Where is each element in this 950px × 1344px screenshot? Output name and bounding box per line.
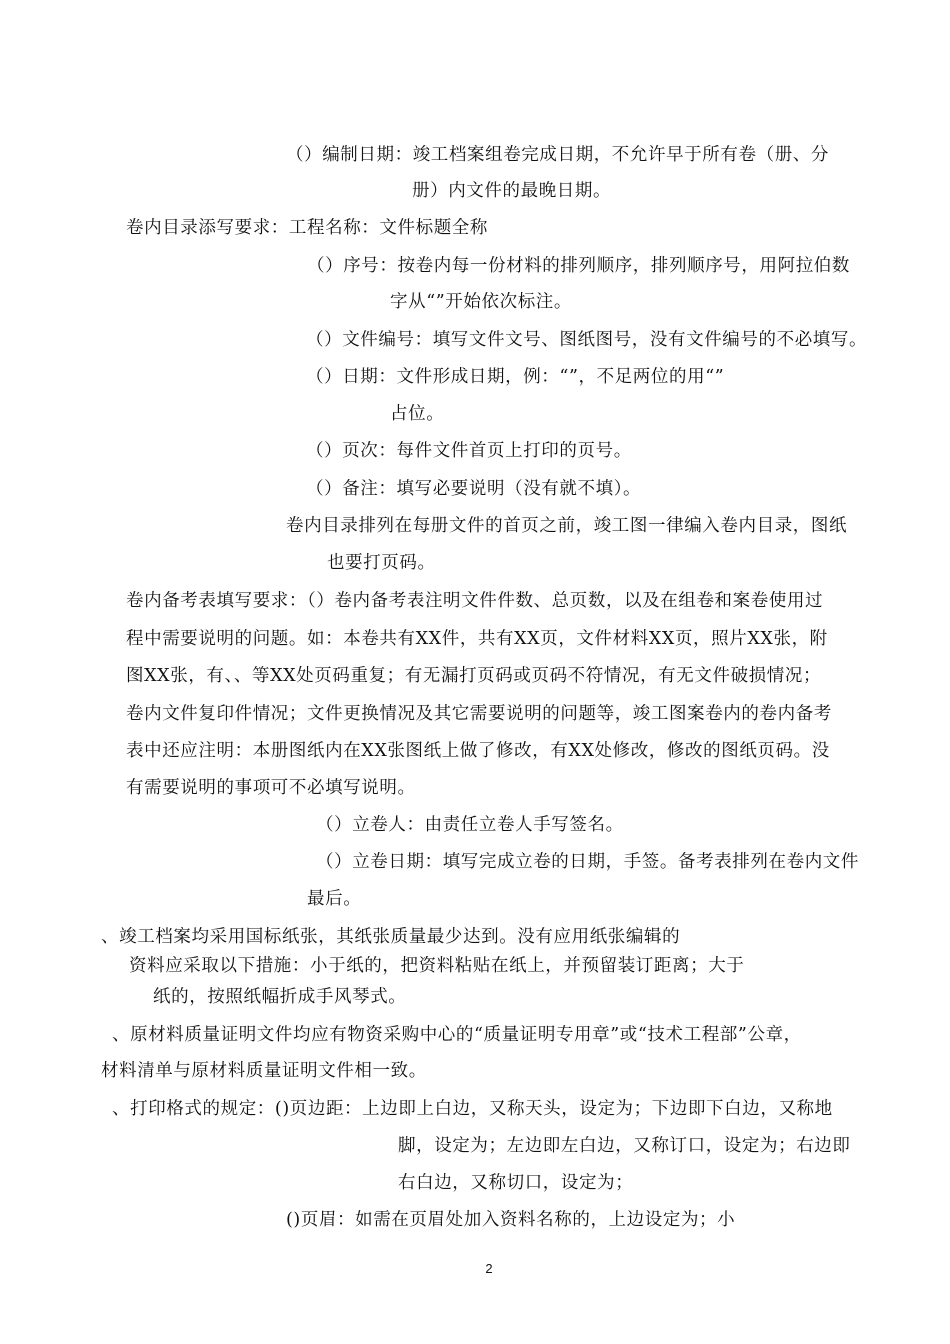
text-line: 资料应采取以下措施：小于纸的，把资料粘贴在纸上，并预留装订距离；大于 [129,956,745,976]
text-line: 最后。 [307,889,362,909]
text-line: 材料清单与原材料质量证明文件相一致。 [101,1061,427,1081]
text-line: （）编制日期：竣工档案组卷完成日期，不允许早于所有卷（册、分 [286,145,829,165]
text-line: 册）内文件的最晚日期。 [412,181,612,201]
text-line: 也要打页码。 [327,553,436,573]
text-line: 卷内备考表填写要求：（）卷内备考表注明文件件数、总页数，以及在组卷和案卷使用过 [126,591,824,611]
text-line: 、原材料质量证明文件均应有物资采购中心的“质量证明专用章”或“技术工程部”公章， [112,1025,802,1045]
text-line: （）备注：填写必要说明（没有就不填）。 [306,479,642,499]
page-number: 2 [485,1261,493,1276]
text-line: 表中还应注明：本册图纸内在XX张图纸上做了修改，有XX处修改，修改的图纸页码。没 [126,741,830,761]
text-line: 占位。 [390,404,445,424]
text-line: 右白边，又称切口，设定为； [398,1173,634,1193]
text-line: 卷内目录添写要求：工程名称：文件标题全称 [126,218,488,238]
text-line: 程中需要说明的问题。如：本卷共有XX件，共有XX页，文件材料XX页，照片XX张，附 [126,629,828,649]
text-line: 字从“”开始依次标注。 [390,292,572,312]
text-line: 卷内目录排列在每册文件的首页之前，竣工图一律编入卷内目录，图纸 [286,516,848,536]
text-line: 图XX张，有、、等XX处页码重复；有无漏打页码或页码不符情况，有无文件破损情况； [126,666,822,686]
text-line: 纸的，按照纸幅折成手风琴式。 [153,987,407,1007]
text-line: 、打印格式的规定：()页边距：上边即上白边，又称天头，设定为；下边即下白边，又称地 [112,1099,833,1119]
text-line: 卷内文件复印件情况；文件更换情况及其它需要说明的问题等，竣工图案卷内的卷内备考 [126,704,832,724]
text-line: ()页眉：如需在页眉处加入资料名称的，上边设定为；小 [286,1210,736,1230]
text-line: （）日期：文件形成日期，例：“”，不足两位的用“” [306,367,725,387]
text-line: （）文件编号：填写文件文号、图纸图号，没有文件编号的不必填写。 [306,330,868,350]
text-line: （）序号：按卷内每一份材料的排列顺序，排列顺序号，用阿拉伯数 [307,256,850,276]
text-line: （）页次：每件文件首页上打印的页号。 [306,441,632,461]
text-line: 脚，设定为；左边即左白边，又称订口，设定为；右边即 [398,1136,851,1156]
text-line: （）立卷日期：填写完成立卷的日期，手签。备考表排列在卷内文件 [316,852,859,872]
text-line: 有需要说明的事项可不必填写说明。 [126,778,416,798]
text-line: 、竣工档案均采用国标纸张，其纸张质量最少达到。没有应用纸张编辑的 [101,927,681,947]
text-line: （）立卷人：由责任立卷人手写签名。 [316,815,624,835]
